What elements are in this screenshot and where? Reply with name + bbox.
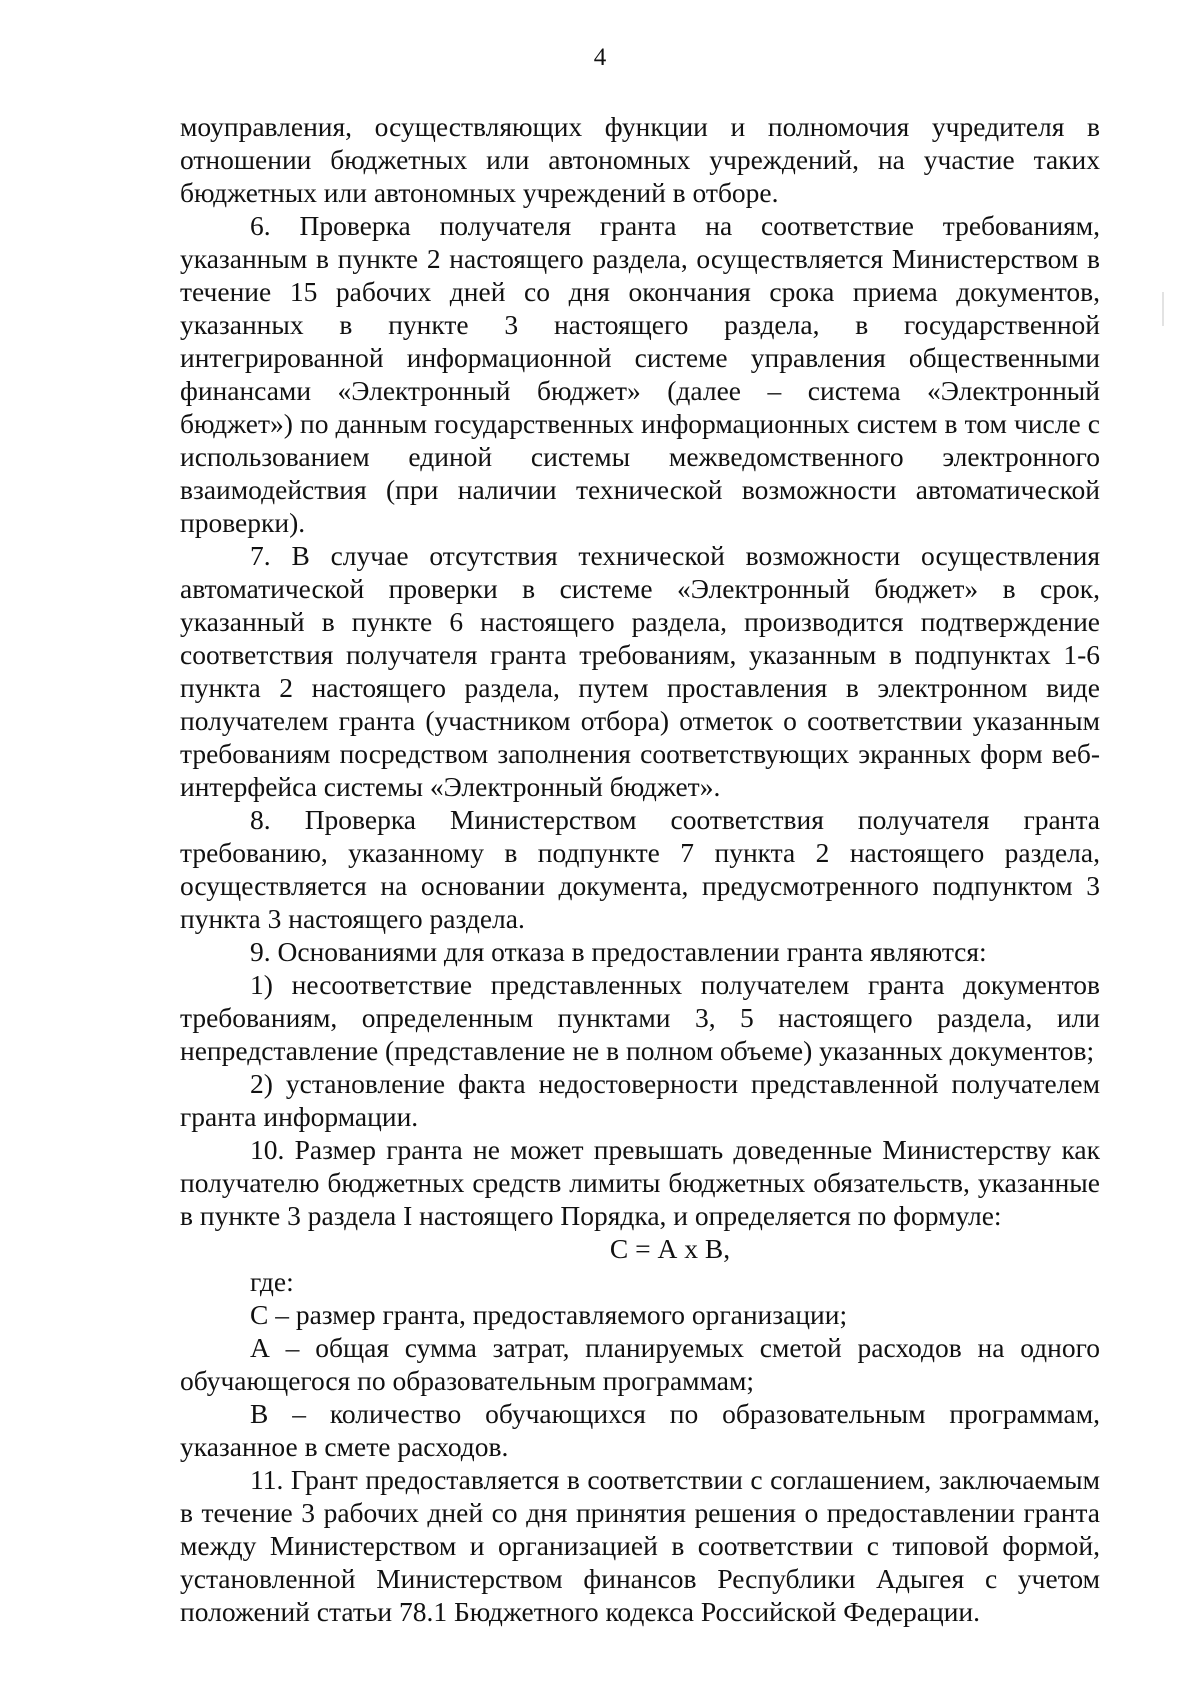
paragraph-subitem-2: 2) установление факта недостоверности представленной получателем гранта информации. — [180, 1068, 1100, 1132]
formula-definition-c: С – размер гранта, предоставляемого организации; — [250, 1299, 848, 1330]
formula-definition-a: А – общая сумма затрат, планируемых сметой расходов на одного обучающегося по образовательным программам; — [180, 1332, 1100, 1396]
paragraph-item-7: 7. В случае отсутствия технической возможности осуществления автоматической проверки в системе «Электронный бюджет» в срок, указанный в пункте 6 настоящего раздела, производится подтверждение соответствия получателя гранта требованиям, указанным в подпунктах 1-6 пункта 2 настоящего раздела, путем проставления в электронном виде получателем гранта (участником отбора) отметок о соответствии указанным требованиям посредством заполнения соответствующих экранных форм веб-интерфейса системы «Электронный бюджет». — [180, 540, 1100, 802]
margin-mark — [1162, 292, 1164, 326]
document-body — [180, 110, 1100, 1628]
page-number: 4 — [593, 44, 607, 71]
formula-definition-b: В – количество обучающихся по образовательным программам, указанное в смете расходов. — [180, 1398, 1100, 1462]
formula: С = А х В, — [609, 1233, 731, 1264]
paragraph-item-8: 8. Проверка Министерством соответствия получателя гранта требованию, указанному в подпункте 7 пункта 2 настоящего раздела, осуществляется на основании документа, предусмотренного подпунктом 3 пункта 3 настоящего раздела. — [180, 804, 1100, 934]
paragraph-item-11: 11. Грант предоставляется в соответствии с соглашением, заключаемым в течение 3 рабочих дней со дня принятия решения о предоставлении гранта между Министерством и организацией в соответствии с типовой формой, установленной Министерством финансов Республики Адыгея с учетом положений статьи 78.1 Бюджетного кодекса Российской Федерации. — [180, 1464, 1100, 1627]
paragraph-item-10: 10. Размер гранта не может превышать доведенные Министерству как получателю бюджетных средств лимиты бюджетных обязательств, указанные в пункте 3 раздела I настоящего Порядка, и определяется по формуле: — [180, 1134, 1100, 1231]
paragraph-continuation: моуправления, осуществляющих функции и полномочия учредителя в отношении бюджетных или автономных учреждений, на участие таких бюджетных или автономных учреждений в отборе. — [180, 111, 1100, 208]
formula-where: где: — [250, 1266, 294, 1297]
paragraph-item-6: 6. Проверка получателя гранта на соответствие требованиям, указанным в пункте 2 настоящего раздела, осуществляется Министерством в течение 15 рабочих дней со дня окончания срока приема документов, указанных в пункте 3 настоящего раздела, в государственной интегрированной информационной системе управления общественными финансами «Электронный бюджет» (далее – система «Электронный бюджет») по данным государственных информационных систем в том числе с использованием единой системы межведомственного электронного взаимодействия (при наличии технической возможности автоматической проверки). — [180, 210, 1100, 538]
paragraph-subitem-1: 1) несоответствие представленных получателем гранта документов требованиям, определенным пунктами 3, 5 настоящего раздела, или непредставление (представление не в полном объеме) указанных документов; — [180, 969, 1100, 1066]
paragraph-item-9: 9. Основаниями для отказа в предоставлении гранта являются: — [250, 936, 987, 967]
